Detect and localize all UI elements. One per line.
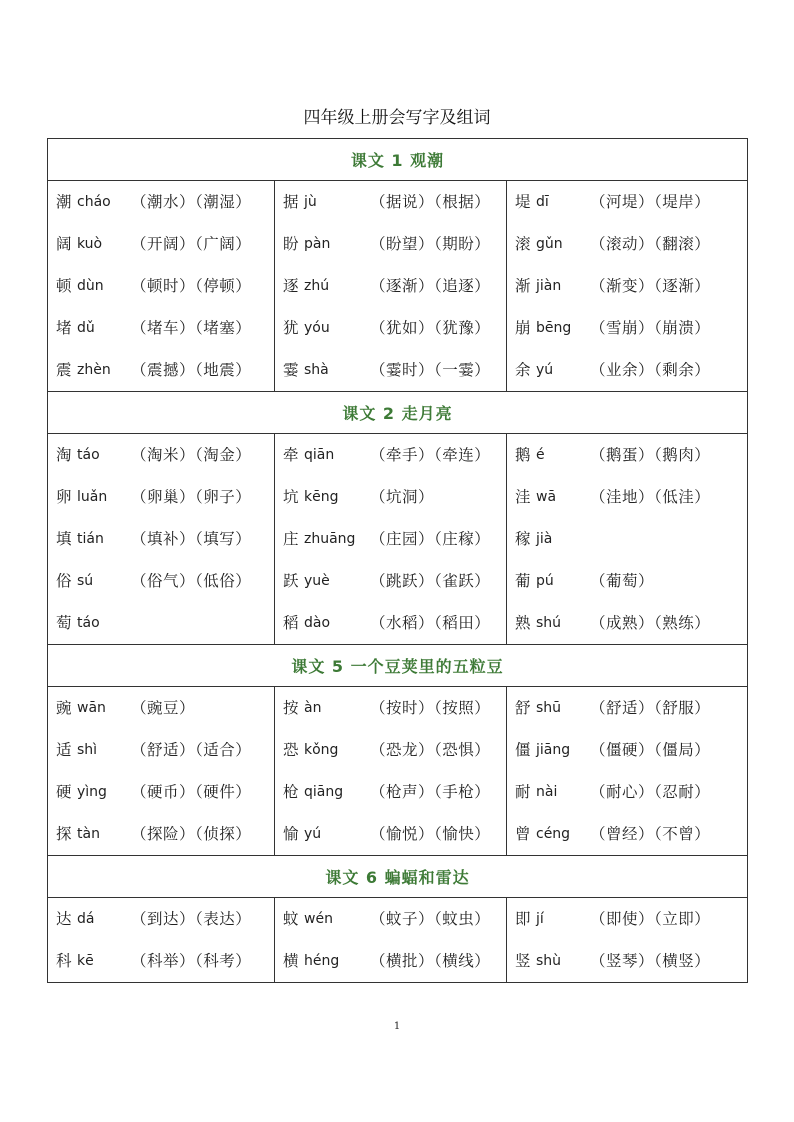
vocab-entry [507,181,747,223]
entry-character: 逐 [283,277,299,295]
entry-pinyin: dá [77,911,95,927]
entry-character: 震 [56,361,72,379]
lesson-heading-cell [48,392,748,434]
entry-character: 恐 [283,741,299,759]
entry-words: （填补）（填写） [131,530,252,548]
entry-words: （盼望）（期盼） [370,235,491,253]
entry-pinyin: bēng [536,320,572,336]
vocab-entry [48,898,274,940]
entry-words: （成熟）（熟练） [590,614,711,632]
entry-character: 即 [515,910,531,928]
vocab-entry [507,518,747,560]
vocab-column [275,898,507,983]
entry-character: 熟 [515,614,531,632]
vocab-entry [507,898,747,940]
entry-pinyin: dào [304,615,331,631]
vocab-entry [275,223,506,265]
vocab-column [48,687,275,856]
entry-character: 填 [56,530,72,548]
vocab-entry [507,729,747,771]
entry-character: 探 [56,825,72,843]
vocab-entry [48,307,274,349]
entry-pinyin: wā [536,489,557,505]
lesson-heading: 课文 6 蝙蝠和雷达 [325,868,470,887]
entry-words: （僵硬）（僵局） [590,741,711,759]
entry-pinyin: kē [77,953,94,969]
entry-pinyin: yìng [77,784,107,800]
entry-words: （鹅蛋）（鹅肉） [590,446,711,464]
entry-character: 葡 [515,572,531,590]
entry-character: 堤 [515,193,531,211]
vocabulary-table [47,138,748,983]
entry-words: （葡萄） [590,572,655,590]
entry-words: （豌豆） [131,699,196,717]
entry-words: （舒适）（适合） [131,741,252,759]
vocab-column [275,687,507,856]
entry-words: （即使）（立即） [590,910,711,928]
entry-pinyin: héng [304,953,340,969]
lesson-body-row [48,181,748,392]
entry-pinyin: kuò [77,236,103,252]
entry-words: （跳跃）（雀跃） [370,572,491,590]
entry-character: 洼 [515,488,531,506]
vocab-entry [275,813,506,855]
vocab-entry [275,771,506,813]
entry-pinyin: sú [77,573,94,589]
vocab-column [48,898,275,983]
entry-words: （探险）（侦探） [131,825,252,843]
entry-character: 蚊 [283,910,299,928]
vocab-entry [507,687,747,729]
entry-words: （横批）（横线） [370,952,491,970]
vocab-entry [275,434,506,476]
vocab-entry [48,181,274,223]
entry-words: （震撼）（地震） [131,361,252,379]
entry-pinyin: kēng [304,489,339,505]
vocab-entry [507,223,747,265]
entry-character: 适 [56,741,72,759]
entry-words: （庄园）（庄稼） [370,530,491,548]
entry-pinyin: jù [304,194,317,210]
vocab-column [48,181,275,392]
vocab-entry [48,602,274,644]
entry-character: 稻 [283,614,299,632]
entry-words: （堵车）（堵塞） [131,319,252,337]
vocab-entry [48,687,274,729]
entry-words: （蚊子）（蚊虫） [370,910,491,928]
vocab-entry [275,349,506,391]
entry-character: 崩 [515,319,531,337]
entry-pinyin: shù [536,953,562,969]
entry-words: （顿时）（停顿） [131,277,252,295]
entry-character: 豌 [56,699,72,717]
entry-words: （俗气）（低俗） [131,572,252,590]
entry-character: 科 [56,952,72,970]
vocab-entry [48,813,274,855]
entry-words: （到达）（表达） [131,910,252,928]
entry-pinyin: shì [77,742,98,758]
entry-character: 竖 [515,952,531,970]
lesson-body-row [48,898,748,983]
vocab-entry [507,476,747,518]
entry-words: （霎时）（一霎） [370,361,491,379]
entry-pinyin: zhèn [77,362,111,378]
entry-pinyin: yú [304,826,322,842]
entry-character: 硬 [56,783,72,801]
entry-pinyin: é [536,447,545,463]
entry-character: 萄 [56,614,72,632]
vocab-entry [275,265,506,307]
entry-character: 阔 [56,235,72,253]
vocab-entry [507,771,747,813]
entry-pinyin: qiāng [304,784,344,800]
entry-words: （枪声）（手枪） [370,783,491,801]
entry-character: 霎 [283,361,299,379]
entry-character: 舒 [515,699,531,717]
entry-character: 稼 [515,530,531,548]
lesson-heading: 课文 5 一个豆荚里的五粒豆 [291,657,504,676]
lesson-header-row [48,139,748,181]
vocab-column [507,687,748,856]
entry-character: 牵 [283,446,299,464]
vocab-entry [48,518,274,560]
entry-words: （河堤）（堤岸） [590,193,711,211]
vocab-entry [507,434,747,476]
page-title: 四年级上册会写字及组词 [303,108,491,128]
entry-pinyin: pú [536,573,554,589]
vocab-entry [507,813,747,855]
vocab-entry [275,602,506,644]
entry-character: 渐 [515,277,531,295]
vocab-entry [275,687,506,729]
entry-pinyin: wān [77,700,106,716]
entry-pinyin: gǔn [536,236,563,252]
entry-character: 卵 [56,488,72,506]
vocab-entry [507,307,747,349]
entry-words: （逐渐）（追逐） [370,277,491,295]
entry-pinyin: cháo [77,194,111,210]
lesson-header-row [48,856,748,898]
vocab-entry [48,476,274,518]
entry-character: 犹 [283,319,299,337]
vocab-entry [48,771,274,813]
entry-character: 跃 [283,572,299,590]
vocab-column [507,898,748,983]
entry-words: （卵巢）（卵子） [131,488,252,506]
entry-character: 枪 [283,783,299,801]
entry-words: （竖琴）（横竖） [590,952,711,970]
entry-pinyin: tàn [77,826,100,842]
vocab-column [48,434,275,645]
entry-words: （渐变）（逐渐） [590,277,711,295]
entry-character: 余 [515,361,531,379]
entry-pinyin: dǔ [77,320,95,336]
vocab-entry [275,898,506,940]
vocab-entry [507,560,747,602]
vocab-entry [48,434,274,476]
vocab-entry [507,349,747,391]
vocab-entry [48,940,274,982]
entry-pinyin: wén [304,911,333,927]
entry-words: （牵手）（牵连） [370,446,491,464]
vocab-entry [507,940,747,982]
entry-words: （耐心）（忍耐） [590,783,711,801]
lesson-body-row [48,434,748,645]
entry-character: 淘 [56,446,72,464]
vocab-entry [275,940,506,982]
entry-words: （坑洞） [370,488,435,506]
entry-pinyin: luǎn [77,489,108,505]
entry-pinyin: táo [77,615,100,631]
entry-pinyin: táo [77,447,100,463]
entry-character: 曾 [515,825,531,843]
entry-pinyin: yóu [304,320,330,336]
vocab-entry [275,729,506,771]
entry-words: （犹如）（犹豫） [370,319,491,337]
vocab-column [275,434,507,645]
entry-words: （科举）（科考） [131,952,252,970]
lesson-heading-cell [48,139,748,181]
entry-pinyin: qiān [304,447,335,463]
entry-character: 僵 [515,741,531,759]
entry-character: 据 [283,193,299,211]
entry-pinyin: shà [304,362,329,378]
entry-words: （按时）（按照） [370,699,491,717]
entry-character: 耐 [515,783,531,801]
entry-character: 鹅 [515,446,531,464]
entry-words: （淘米）（淘金） [131,446,252,464]
entry-pinyin: shū [536,700,562,716]
vocab-entry [275,476,506,518]
entry-pinyin: céng [536,826,571,842]
vocab-entry [275,518,506,560]
entry-words: （愉悦）（愉快） [370,825,491,843]
entry-words: （恐龙）（恐惧） [370,741,491,759]
entry-words: （滚动）（翻滚） [590,235,711,253]
entry-pinyin: pàn [304,236,331,252]
entry-words: （开阔）（广阔） [131,235,252,253]
lesson-header-row [48,645,748,687]
entry-pinyin: jià [536,531,553,547]
entry-pinyin: yuè [304,573,330,589]
entry-words: （曾经）（不曾） [590,825,711,843]
entry-character: 庄 [283,530,299,548]
page-number: 1 [393,1021,401,1032]
entry-words: （业余）（剩余） [590,361,711,379]
vocab-entry [48,223,274,265]
entry-character: 堵 [56,319,72,337]
entry-character: 愉 [283,825,299,843]
vocab-entry [48,560,274,602]
entry-words: （洼地）（低洼） [590,488,711,506]
entry-pinyin: dī [536,194,549,210]
entry-character: 顿 [56,277,72,295]
entry-character: 达 [56,910,72,928]
entry-character: 横 [283,952,299,970]
vocab-entry [275,181,506,223]
entry-pinyin: àn [304,700,322,716]
entry-pinyin: zhuāng [304,531,356,547]
entry-pinyin: shú [536,615,562,631]
entry-words: （据说）（根据） [370,193,491,211]
entry-pinyin: jiāng [536,742,571,758]
lesson-heading: 课文 2 走月亮 [342,404,453,423]
vocab-entry [275,307,506,349]
vocab-entry [507,602,747,644]
entry-words: （潮水）（潮湿） [131,193,252,211]
entry-pinyin: zhú [304,278,330,294]
entry-pinyin: jí [536,911,544,927]
entry-pinyin: kǒng [304,742,339,758]
lesson-heading-cell [48,645,748,687]
entry-words: （硬币）（硬件） [131,783,252,801]
entry-character: 按 [283,699,299,717]
lesson-header-row [48,392,748,434]
vocab-column [275,181,507,392]
entry-pinyin: yú [536,362,554,378]
entry-words: （雪崩）（崩溃） [590,319,711,337]
entry-character: 坑 [283,488,299,506]
lesson-heading-cell [48,856,748,898]
entry-character: 滚 [515,235,531,253]
entry-words: （舒适）（舒服） [590,699,711,717]
vocab-entry [48,349,274,391]
entry-pinyin: jiàn [536,278,562,294]
lesson-body-row [48,687,748,856]
vocab-entry [48,729,274,771]
entry-pinyin: nài [536,784,558,800]
entry-pinyin: dùn [77,278,104,294]
entry-character: 盼 [283,235,299,253]
vocab-column [507,181,748,392]
vocab-entry [275,560,506,602]
entry-character: 潮 [56,193,72,211]
lesson-heading: 课文 1 观潮 [350,151,445,170]
entry-pinyin: tián [77,531,104,547]
entry-words: （水稻）（稻田） [370,614,491,632]
entry-character: 俗 [56,572,72,590]
vocab-column [507,434,748,645]
vocab-entry [507,265,747,307]
vocab-entry [48,265,274,307]
